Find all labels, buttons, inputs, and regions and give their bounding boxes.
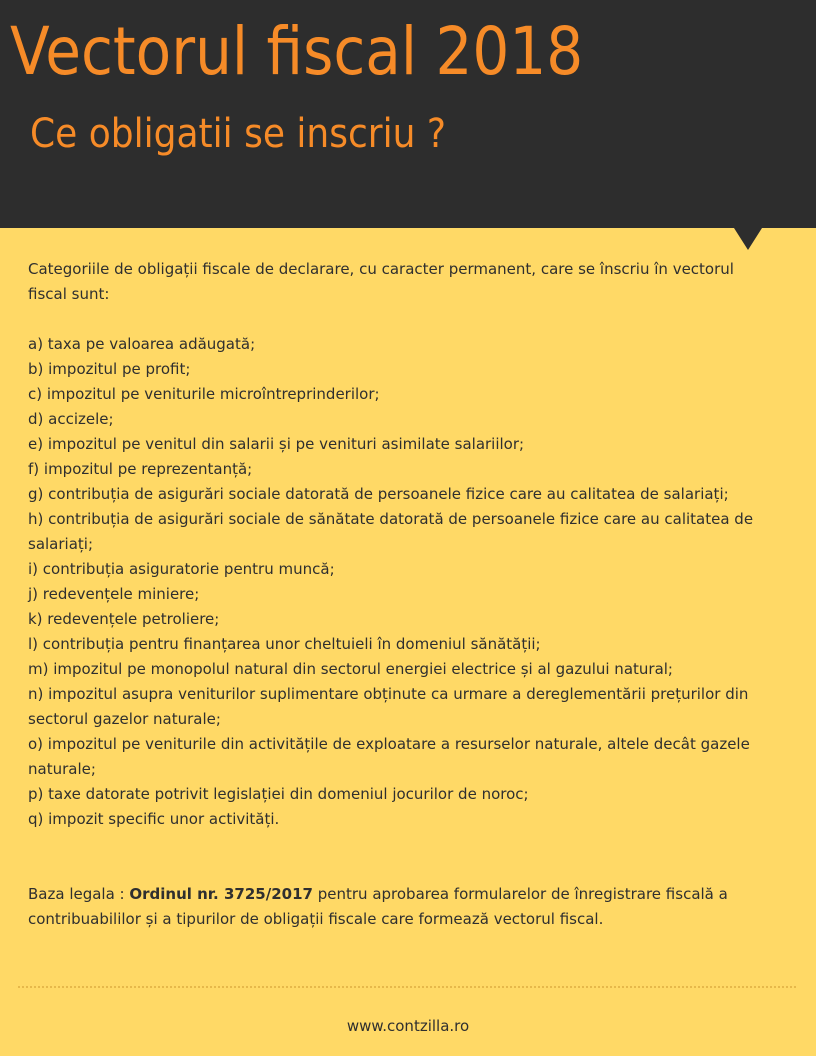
speech-pointer-decoration <box>734 228 762 250</box>
list-item: l) contribuția pentru finanțarea unor cheltuieli în domeniul sănătății; <box>28 635 541 653</box>
list-item: b) impozitul pe profit; <box>28 360 191 378</box>
list-item: p) taxe datorate potrivit legislației din domeniul jocurilor de noroc; <box>28 785 529 803</box>
list-item: a) taxa pe valoarea adăugată; <box>28 335 256 353</box>
intro-paragraph: Categoriile de obligații fiscale de declarare, cu caracter permanent, care se înscriu în vectorul fiscal sunt: <box>28 260 734 303</box>
page-subtitle: Ce obligatii se inscriu ? <box>30 111 446 157</box>
header-banner <box>0 0 816 228</box>
list-item: e) impozitul pe venitul din salarii și pe venituri asimilate salariilor; <box>28 435 525 453</box>
legal-description: pentru aprobarea formularelor de înregistrare fiscală a contribuabililor și a tipurilor de obligații fiscale care formează vectorul fiscal. <box>28 885 728 928</box>
legal-prefix: Baza legala : <box>28 885 130 903</box>
legal-basis <box>28 882 768 932</box>
list-item: d) accizele; <box>28 410 114 428</box>
list-item: h) contribuția de asigurări sociale de sănătate datorată de persoanele fizice care au calitatea de salariați; <box>28 510 754 553</box>
list-item: n) impozitul asupra veniturilor suplimentare obținute ca urmare a dereglementării prețurilor din sectorul gazelor naturale; <box>28 685 749 728</box>
list-item: i) contribuția asiguratorie pentru muncă; <box>28 560 335 578</box>
main-content <box>28 257 768 932</box>
footer-website: www.contzilla.ro <box>346 1017 470 1035</box>
obligations-list <box>28 332 768 832</box>
list-item: q) impozit specific unor activități. <box>28 810 280 828</box>
list-item: j) redevențele miniere; <box>28 585 200 603</box>
legal-order-number: Ordinul nr. 3725/2017 <box>129 885 313 903</box>
list-item: g) contribuția de asigurări sociale datorată de persoanele fizice care au calitatea de salariați; <box>28 485 729 503</box>
page-title: Vectorul fiscal 2018 <box>10 13 584 90</box>
list-item: c) impozitul pe veniturile microîntreprinderilor; <box>28 385 380 403</box>
list-item: f) impozitul pe reprezentanță; <box>28 460 253 478</box>
dotted-divider <box>18 986 796 988</box>
list-item: m) impozitul pe monopolul natural din sectorul energiei electrice și al gazului natural; <box>28 660 673 678</box>
list-item: o) impozitul pe veniturile din activitățile de exploatare a resurselor naturale, altele decât gazele naturale; <box>28 735 750 778</box>
list-item: k) redevențele petroliere; <box>28 610 220 628</box>
